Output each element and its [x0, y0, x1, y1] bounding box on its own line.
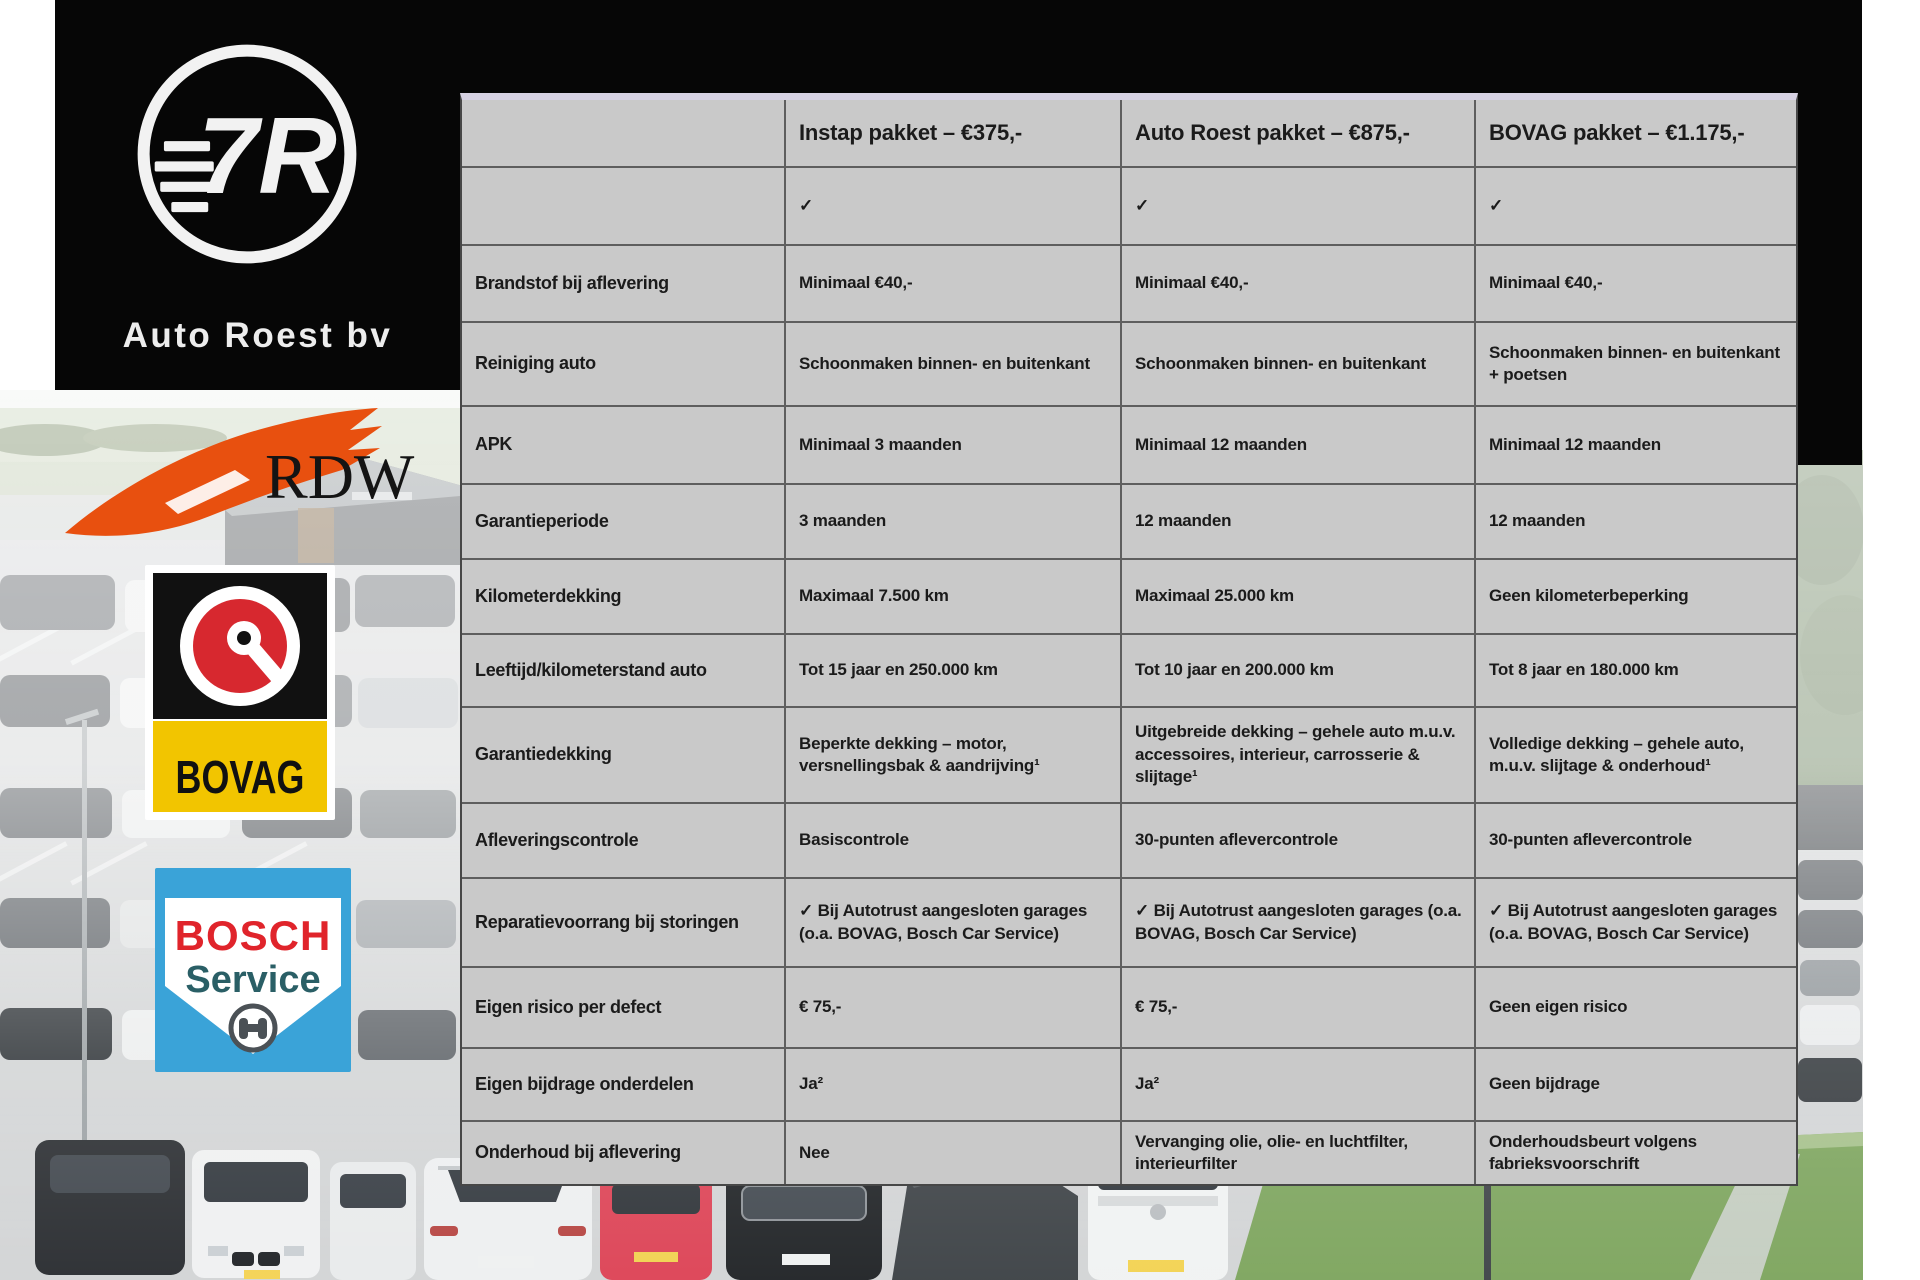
table-cell: 3 maanden	[786, 485, 1120, 558]
table-cell: Minimaal 12 maanden	[1122, 407, 1474, 483]
table-cell: 12 maanden	[1122, 485, 1474, 558]
table-cell: Nee	[786, 1122, 1120, 1184]
table-cell: Schoonmaken binnen- en buitenkant + poetsen	[1476, 323, 1796, 405]
bosch-service-logo	[155, 868, 355, 1076]
row-label	[462, 168, 784, 244]
row-label: Afleveringscontrole	[462, 804, 784, 877]
header-backdrop-right	[1798, 0, 1862, 465]
table-cell: Tot 10 jaar en 200.000 km	[1122, 635, 1474, 706]
row-label: APK	[462, 407, 784, 483]
row-label: Garantieperiode	[462, 485, 784, 558]
table-cell: Tot 8 jaar en 180.000 km	[1476, 635, 1796, 706]
package-comparison-table	[460, 93, 1798, 1186]
row-label: Reiniging auto	[462, 323, 784, 405]
table-cell: Geen bijdrage	[1476, 1049, 1796, 1120]
corner-cell	[462, 100, 784, 166]
bovag-key-icon	[180, 586, 300, 706]
table-cell: Maximaal 7.500 km	[786, 560, 1120, 633]
table-cell: ✓	[786, 168, 1120, 244]
auto-roest-logo	[127, 34, 367, 274]
table-cell: Schoonmaken binnen- en buitenkant	[1122, 323, 1474, 405]
bosch-service-text: Service	[185, 959, 321, 1001]
column-header: Instap pakket – €375,-	[786, 100, 1120, 166]
bosch-text: BOSCH	[174, 912, 332, 959]
table-cell: ✓ Bij Autotrust aangesloten garages (o.a. BOVAG, Bosch Car Service)	[1476, 879, 1796, 966]
bovag-text: BOVAG	[175, 751, 305, 804]
table-cell: € 75,-	[1122, 968, 1474, 1047]
table-cell: 30-punten aflevercontrole	[1476, 804, 1796, 877]
table-cell: Ja²	[1122, 1049, 1474, 1120]
rdw-logo	[60, 398, 420, 578]
table-cell: Geen eigen risico	[1476, 968, 1796, 1047]
table-cell: Beperkte dekking – motor, versnellingsbak & aandrijving¹	[786, 708, 1120, 802]
table-cell: Minimaal 12 maanden	[1476, 407, 1796, 483]
table-cell: Minimaal €40,-	[1122, 246, 1474, 321]
column-header: BOVAG pakket – €1.175,-	[1476, 100, 1796, 166]
row-label: Garantiedekking	[462, 708, 784, 802]
table-cell: Tot 15 jaar en 250.000 km	[786, 635, 1120, 706]
table-cell: Geen kilometerbeperking	[1476, 560, 1796, 633]
column-header: Auto Roest pakket – €875,-	[1122, 100, 1474, 166]
logo-monogram: 7R	[197, 94, 337, 217]
row-label: Brandstof bij aflevering	[462, 246, 784, 321]
brand-name: Auto Roest bv	[122, 316, 393, 355]
table-cell: Volledige dekking – gehele auto, m.u.v. slijtage & onderhoud¹	[1476, 708, 1796, 802]
table-cell: Schoonmaken binnen- en buitenkant	[786, 323, 1120, 405]
row-label: Eigen risico per defect	[462, 968, 784, 1047]
table-cell: Vervanging olie, olie- en luchtfilter, interieurfilter	[1122, 1122, 1474, 1184]
table-cell: Minimaal €40,-	[786, 246, 1120, 321]
table-cell: ✓ Bij Autotrust aangesloten garages (o.a. BOVAG, Bosch Car Service)	[786, 879, 1120, 966]
row-label: Onderhoud bij aflevering	[462, 1122, 784, 1184]
bovag-logo	[145, 565, 345, 827]
table-cell: ✓	[1476, 168, 1796, 244]
row-label: Leeftijd/kilometerstand auto	[462, 635, 784, 706]
table-cell: Uitgebreide dekking – gehele auto m.u.v. accessoires, interieur, carrosserie & slijtage¹	[1122, 708, 1474, 802]
row-label: Eigen bijdrage onderdelen	[462, 1049, 784, 1120]
row-label: Reparatievoorrang bij storingen	[462, 879, 784, 966]
table-cell: Basiscontrole	[786, 804, 1120, 877]
table-cell: ✓	[1122, 168, 1474, 244]
table-cell: 30-punten aflevercontrole	[1122, 804, 1474, 877]
table-cell: ✓ Bij Autotrust aangesloten garages (o.a. BOVAG, Bosch Car Service)	[1122, 879, 1474, 966]
table-cell: € 75,-	[786, 968, 1120, 1047]
table-cell: Maximaal 25.000 km	[1122, 560, 1474, 633]
rdw-text: RDW	[265, 441, 415, 512]
row-label: Kilometerdekking	[462, 560, 784, 633]
table-cell: Ja²	[786, 1049, 1120, 1120]
table-cell: 12 maanden	[1476, 485, 1796, 558]
table-cell: Onderhoudsbeurt volgens fabrieksvoorschrift	[1476, 1122, 1796, 1184]
table-cell: Minimaal 3 maanden	[786, 407, 1120, 483]
table-cell: Minimaal €40,-	[1476, 246, 1796, 321]
